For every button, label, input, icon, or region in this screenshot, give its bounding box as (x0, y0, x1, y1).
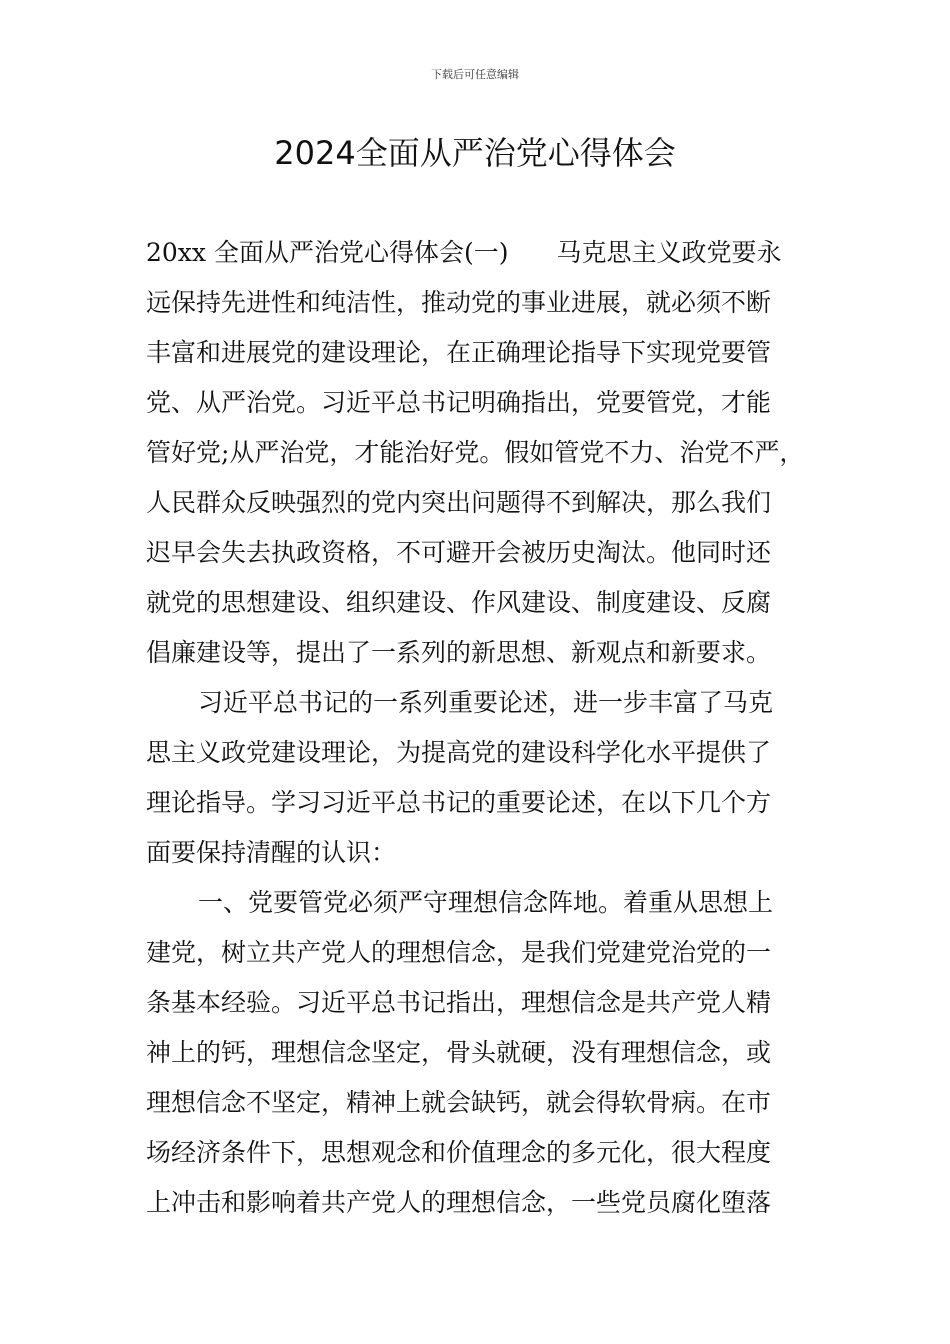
text-line: 人民群众反映强烈的党内突出问题得不到解决，那么我们 (146, 488, 772, 517)
text-line: 就党的思想建设、组织建设、作风建设、制度建设、反腐 (146, 588, 772, 617)
document-body (146, 228, 826, 1228)
text-line: 丰富和进展党的建设理论，在正确理论指导下实现党要管 (146, 338, 772, 367)
text-line: 场经济条件下，思想观念和价值理念的多元化，很大程度 (146, 1138, 772, 1167)
document-title: 2024全面从严治党心得体会 (274, 134, 676, 172)
text-line: 一、党要管党必须严守理想信念阵地。着重从思想上 (198, 888, 774, 917)
text-line: 习近平总书记的一系列重要论述，进一步丰富了马克 (198, 688, 774, 717)
text-line: 思主义政党建设理论，为提高党的建设科学化水平提供了 (146, 738, 772, 767)
text-line: 面要保持清醒的认识： (146, 838, 397, 867)
text-line: 建党，树立共产党人的理想信念，是我们党建党治党的一 (146, 938, 772, 967)
text-line: 党、从严治党。习近平总书记明确指出，党要管党，才能 (146, 388, 772, 417)
subtitle-inline: 20xx 全面从严治党心得体会(一) (146, 238, 509, 267)
text-line (146, 228, 826, 278)
text-line: 上冲击和影响着共产党人的理想信念，一些党员腐化堕落 (146, 1188, 772, 1217)
text-line: 迟早会失去执政资格，不可避开会被历史淘汰。他同时还 (146, 538, 772, 567)
text-line: 理想信念不坚定，精神上就会缺钙，就会得软骨病。在市 (146, 1088, 772, 1117)
header-note: 下载后可任意编辑 (431, 68, 519, 81)
text-line: 神上的钙，理想信念坚定，骨头就硬，没有理想信念，或 (146, 1038, 772, 1067)
text-line: 远保持先进性和纯洁性，推动党的事业进展，就必须不断 (146, 288, 772, 317)
text-line: 条基本经验。习近平总书记指出，理想信念是共产党人精 (146, 988, 772, 1017)
text-line: 倡廉建设等，提出了一系列的新思想、新观点和新要求。 (146, 638, 772, 667)
text-line: 管好党;从严治党，才能治好党。假如管党不力、治党不严， (146, 438, 805, 467)
paragraph-start: 马克思主义政党要永 (556, 238, 782, 267)
text-line: 理论指导。学习习近平总书记的重要论述，在以下几个方 (146, 788, 772, 817)
